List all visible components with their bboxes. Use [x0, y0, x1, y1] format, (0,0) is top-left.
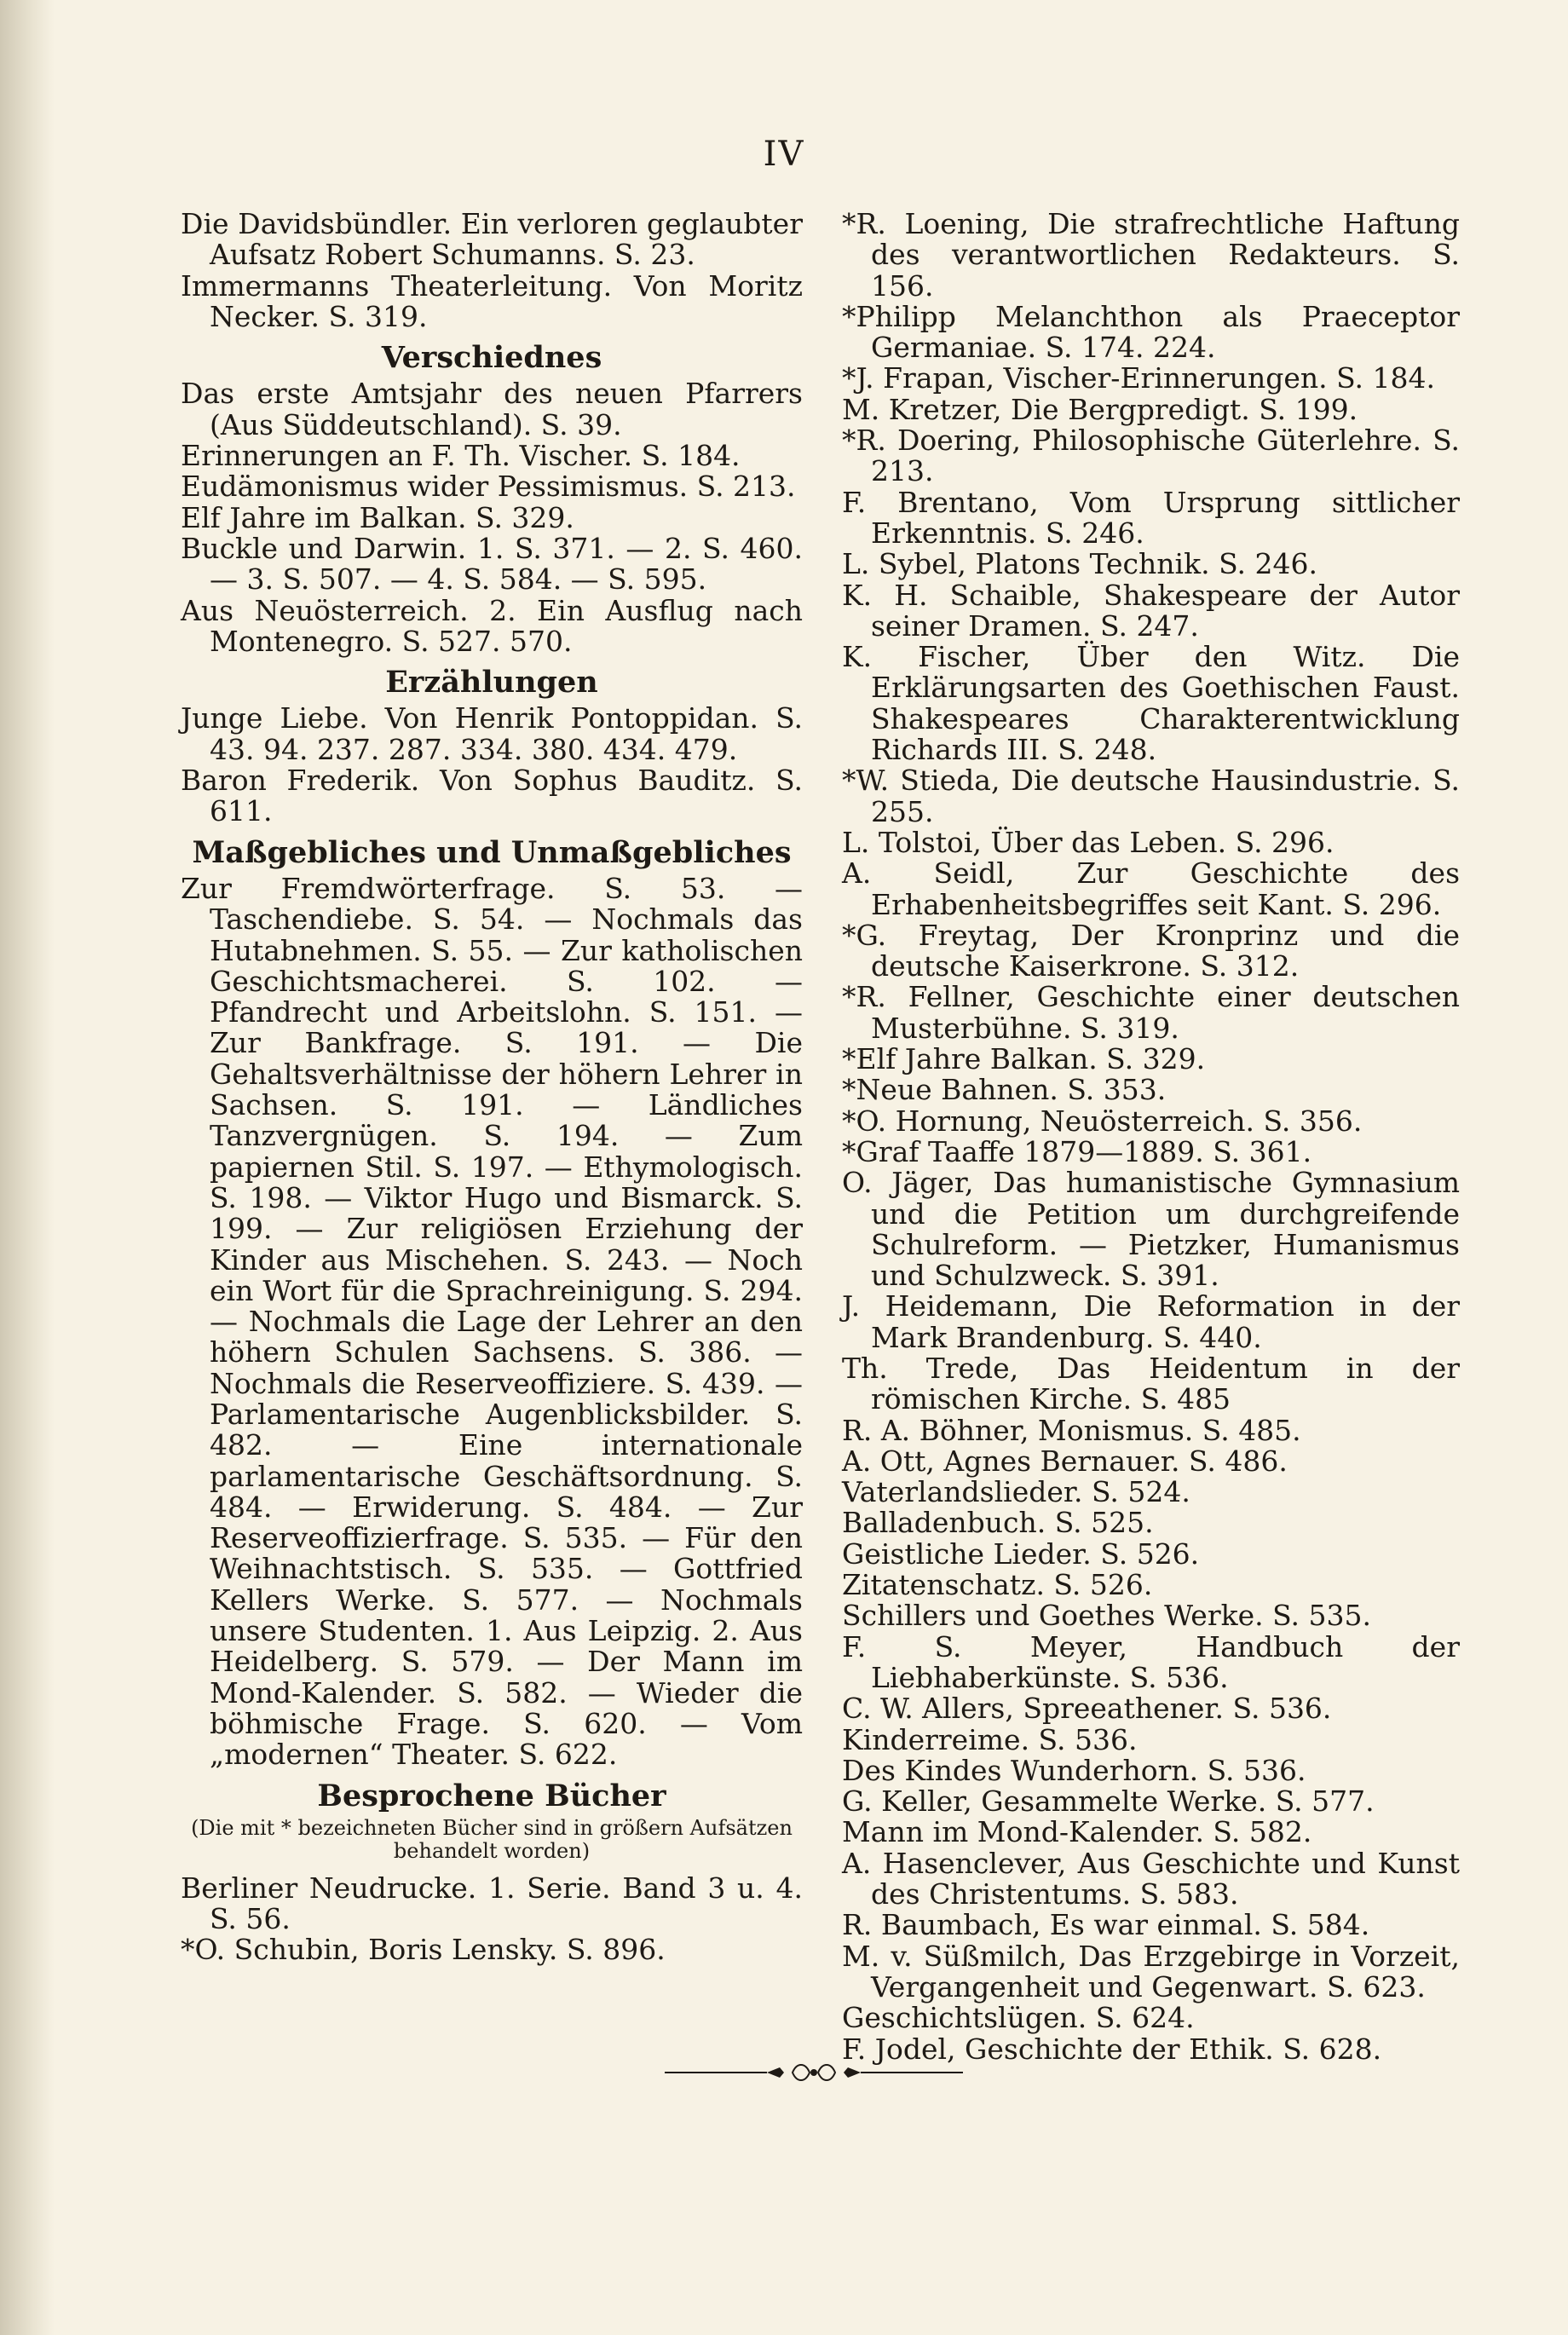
index-entry: J. Heidemann, Die Reformation in der Mark Brandenburg. S. 440.	[842, 1289, 1460, 1354]
index-entry: Baron Frederik. Von Sophus Bauditz. S. 611.	[181, 764, 803, 828]
index-entry: *O. Hornung, Neuösterreich. S. 356.	[842, 1104, 1363, 1138]
index-entry: *Graf Taaffe 1879—1889. S. 361.	[842, 1134, 1312, 1168]
page-binding-edge	[0, 0, 55, 2335]
left-column	[181, 209, 803, 1966]
section-note: (Die mit * bezeichneten Bücher sind in größern Aufsätzen behandelt worden)	[191, 1815, 793, 1863]
index-entry: Das erste Amtsjahr des neuen Pfarrers (Aus Süddeutschland). S. 39.	[181, 377, 803, 441]
index-entry: Kinderreime. S. 536.	[842, 1722, 1138, 1756]
index-entry: G. Keller, Gesammelte Werke. S. 577.	[842, 1784, 1375, 1819]
index-entry: *W. Stieda, Die deutsche Hausindustrie. S. 255.	[842, 764, 1460, 828]
index-entry: *R. Loening, Die strafrechtliche Haftung des verantwortlichen Redakteurs. S. 156.	[842, 207, 1460, 303]
index-entry: M. v. Süßmilch, Das Erzgebirge in Vorzeit, Vergangenheit und Gegenwart. S. 623.	[842, 1939, 1460, 2003]
index-entry: Berliner Neudrucke. 1. Serie. Band 3 u. 4. S. 56.	[181, 1871, 803, 1936]
index-entry: Th. Trede, Das Heidentum in der römischen Kirche. S. 485	[842, 1351, 1460, 1416]
index-entry: M. Kretzer, Die Bergpredigt. S. 199.	[842, 392, 1358, 426]
right-column	[842, 209, 1460, 2065]
index-entry: K. H. Schaible, Shakespeare der Autor seiner Dramen. S. 247.	[842, 578, 1460, 643]
index-entry: *R. Doering, Philosophische Güterlehre. S. 213.	[842, 424, 1460, 488]
index-entry: Die Davidsbündler. Ein verloren geglaubter Aufsatz Robert Schumanns. S. 23.	[181, 207, 803, 272]
index-entry: Elf Jahre im Balkan. S. 329.	[181, 500, 574, 534]
index-entry: Buckle und Darwin. 1. S. 371. — 2. S. 460. — 3. S. 507. — 4. S. 584. — S. 595.	[181, 531, 803, 597]
index-entry: Eudämonismus wider Pessimismus. S. 213.	[181, 470, 796, 504]
index-entry: Aus Neuösterreich. 2. Ein Ausflug nach Montenegro. S. 527. 570.	[181, 593, 803, 658]
index-entry: R. Baumbach, Es war einmal. S. 584.	[842, 1908, 1370, 1942]
index-entry: L. Sybel, Platons Technik. S. 246.	[842, 547, 1317, 581]
index-entry: F. Jodel, Geschichte der Ethik. S. 628.	[842, 2032, 1382, 2066]
index-entry: *J. Frapan, Vischer-Erinnerungen. S. 184.	[842, 361, 1435, 395]
index-entry: *R. Fellner, Geschichte einer deutschen Musterbühne. S. 319.	[842, 980, 1460, 1045]
section-heading: Besprochene Bücher	[317, 1778, 666, 1813]
section-heading: Verschiednes	[381, 340, 602, 376]
index-entry: Vaterlandslieder. S. 524.	[842, 1475, 1190, 1509]
index-entry: L. Tolstoi, Über das Leben. S. 296.	[842, 825, 1335, 859]
index-entry: Geschichtslügen. S. 624.	[842, 2001, 1195, 2035]
index-entry: Junge Liebe. Von Henrik Pontoppidan. S. 43. 94. 237. 287. 334. 380. 434. 479.	[181, 701, 803, 766]
index-entry: O. Jäger, Das humanistische Gymnasium und die Petition um durchgreifende Schulreform. — Pietzker, Humanismus und Schulzweck. S. 391.	[842, 1166, 1460, 1293]
index-entry: Immermanns Theaterleitung. Von Moritz Necker. S. 319.	[181, 268, 803, 333]
section-heading: Erzählungen	[385, 665, 598, 700]
index-entry: Mann im Mond-Kalender. S. 582.	[842, 1815, 1312, 1849]
index-entry: Zur Fremdwörterfrage. S. 53. — Taschendiebe. S. 54. — Nochmals das Hutabnehmen. S. 55. — Zur katholischen Geschichtsmacherei. S. 102. — Pfandrecht und Arbeitslohn. S. 151. — Zur Bankfrage. S. 191. — Die Gehaltsverhältnisse der höhern Lehrer in Sachsen. S. 191. — Ländliches Tanzvergnügen. S. 194. — Zum papiernen Stil. S. 197. — Ethymologisch. S. 198. — Viktor Hugo und Bismarck. S. 199. — Zur religiösen Erziehung der Kinder aus Mischehen. S. 243. — Noch ein Wort für die Sprachreinigung. S. 294. — Nochmals die Lage der Lehrer an den höhern Schulen Sachsens. S. 386. — Nochmals die Reserveoffiziere. S. 439. — Parlamentarische Augenblicksbilder. S. 482. — Eine internationale parlamentarische Geschäftsordnung. S. 484. — Erwiderung. S. 484. — Zur Reserveoffizierfrage. S. 535. — Für den Weihnachtstisch. S. 535. — Gottfried Kellers Werke. S. 577. — Nochmals unsere Studenten. 1. Aus Leipzig. 2. Aus Heidelberg. S. 579. — Der Mann im Mond-Kalender. S. 582. — Wieder die böhmische Frage. S. 620. — Vom „modernen“ Theater. S. 622.	[181, 871, 803, 1772]
index-entry: *Neue Bahnen. S. 353.	[842, 1073, 1167, 1107]
index-entry: A. Seidl, Zur Geschichte des Erhabenheitsbegriffes seit Kant. S. 296.	[842, 856, 1460, 921]
section-heading: Maßgebliches und Unmaßgebliches	[192, 834, 792, 870]
index-entry: R. A. Böhner, Monismus. S. 485.	[842, 1413, 1301, 1447]
index-entry: C. W. Allers, Spreeathener. S. 536.	[842, 1692, 1332, 1726]
index-entry: Erinnerungen an F. Th. Vischer. S. 184.	[181, 439, 741, 473]
index-entry: *G. Freytag, Der Kronprinz und die deutsche Kaiserkrone. S. 312.	[842, 918, 1460, 983]
index-entry: *Philipp Melanchthon als Praeceptor Germaniae. S. 174. 224.	[842, 299, 1460, 365]
index-entry: Schillers und Goethes Werke. S. 535.	[842, 1599, 1372, 1633]
index-entry: F. S. Meyer, Handbuch der Liebhaberkünste. S. 536.	[842, 1629, 1460, 1694]
index-entry: Balladenbuch. S. 525.	[842, 1506, 1154, 1540]
index-entry: *Elf Jahre Balkan. S. 329.	[842, 1042, 1206, 1076]
closing-ornament	[665, 2055, 963, 2090]
index-entry: Zitatenschatz. S. 526.	[842, 1568, 1153, 1602]
page-number: IV	[763, 135, 805, 174]
index-entry: A. Hasenclever, Aus Geschichte und Kunst des Christentums. S. 583.	[842, 1846, 1460, 1911]
index-entry: A. Ott, Agnes Bernauer. S. 486.	[842, 1444, 1288, 1478]
index-entry: *O. Schubin, Boris Lensky. S. 896.	[181, 1933, 666, 1967]
index-entry: Geistliche Lieder. S. 526.	[842, 1536, 1200, 1571]
index-entry: Des Kindes Wunderhorn. S. 536.	[842, 1753, 1306, 1787]
index-entry: F. Brentano, Vom Ursprung sittlicher Erkenntnis. S. 246.	[842, 485, 1460, 550]
index-entry: K. Fischer, Über den Witz. Die Erklärungsarten des Goethischen Faust. Shakespeares Charakterentwicklung Richards III. S. 248.	[842, 640, 1460, 767]
